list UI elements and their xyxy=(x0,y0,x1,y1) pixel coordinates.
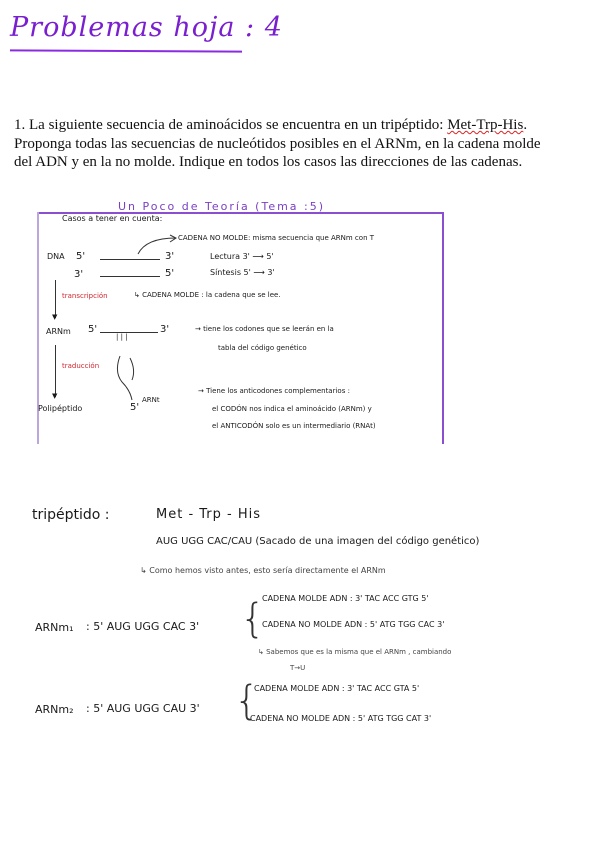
mrna2-nontemplate: CADENA NO MOLDE ADN : 5' ATG TGG CAT 3' xyxy=(250,714,432,723)
sintesis-line: Síntesis 5' ⟶ 3' xyxy=(210,268,275,277)
mrna1-nontemplate: CADENA NO MOLDE ADN : 5' ATG TGG CAC 3' xyxy=(262,620,445,629)
tripeptide-label: tripéptido : xyxy=(32,507,110,523)
transcription-arrowhead: ▼ xyxy=(52,313,58,321)
amino-acids: Met - Trp - His xyxy=(156,507,262,522)
dna-5prime: 5' xyxy=(76,251,86,262)
page-title: Problemas hoja : 4 xyxy=(10,12,283,43)
lectura-line: Lectura 3' ⟶ 5' xyxy=(210,252,274,261)
anticodon-note-1: → Tiene los anticodones complementarios : xyxy=(198,387,350,395)
mrna1-sequence: : 5' AUG UGG CAC 3' xyxy=(86,620,200,633)
note-non-template: CADENA NO MOLDE: misma secuencia que ARNm con T xyxy=(178,234,375,242)
codon-ticks: | | | xyxy=(116,333,128,341)
box-right-line xyxy=(442,212,444,444)
template-note: ↳ CADENA MOLDE : la cadena que se lee. xyxy=(134,291,281,299)
dna-top-strand xyxy=(100,259,160,260)
translation-label: traducción xyxy=(62,362,100,370)
trna-label: ARNt xyxy=(142,396,160,404)
trna-5prime: 5' xyxy=(130,402,140,413)
mrna-strand xyxy=(100,332,158,333)
codons: AUG UGG CAC/CAU (Sacado de una imagen del código genético) xyxy=(156,536,480,547)
mrna-3prime: 3' xyxy=(160,324,170,335)
mrna-5prime: 5' xyxy=(88,324,98,335)
anticodon-note-3: el ANTICODÓN solo es un intermediario (RNAt) xyxy=(212,422,376,430)
problem-highlight: Met-Trp-His xyxy=(447,117,524,133)
anticodon-note-2: el CODÓN nos indica el aminoácido (ARNm) y xyxy=(212,405,372,413)
translation-arrow xyxy=(55,345,56,397)
mrna1-label: ARNm₁ xyxy=(35,621,74,634)
problem-text-after: . Proponga todas las secuencias de nucleótidos posibles en el ARNm, en la cadena molde del ADN y en la no molde. Indique en todos los casos las direcciones de las cadenas. xyxy=(14,117,541,170)
mrna1-template: CADENA MOLDE ADN : 3' TAC ACC GTG 5' xyxy=(262,594,429,603)
mrna1-note-1: ↳ Sabemos que es la misma que el ARNm , cambiando xyxy=(258,648,452,656)
brace-1: { xyxy=(240,596,266,642)
problem-statement xyxy=(14,116,554,172)
solution-note: ↳ Como hemos visto antes, esto sería directamente el ARNm xyxy=(140,566,386,575)
dna-label: DNA xyxy=(47,252,65,261)
transcription-label: transcripción xyxy=(62,292,108,300)
codon-note-2: tabla del código genético xyxy=(218,344,307,352)
theory-subheading: Casos a tener en cuenta: xyxy=(62,214,163,223)
dna-3prime: 3' xyxy=(165,251,175,262)
problem-text-before: 1. La siguiente secuencia de aminoácidos se encuentra en un tripéptido: xyxy=(14,117,448,133)
translation-arrowhead: ▼ xyxy=(52,392,58,400)
polypeptide-label: Polipéptido xyxy=(38,404,83,413)
mrna2-sequence: : 5' AUG UGG CAU 3' xyxy=(86,702,200,715)
codon-note-1: → tiene los codones que se leerán en la xyxy=(195,325,334,333)
dna-bottom-3prime: 3' xyxy=(74,269,84,280)
dna-bottom-5prime: 5' xyxy=(165,268,175,279)
mrna2-template: CADENA MOLDE ADN : 3' TAC ACC GTA 5' xyxy=(254,684,420,693)
curved-arrow-icon xyxy=(136,234,180,256)
theory-heading: Un Poco de Teoría (Tema :5) xyxy=(118,200,326,213)
mrna-label: ARNm xyxy=(46,327,71,336)
mrna2-label: ARNm₂ xyxy=(35,703,74,716)
title-underline xyxy=(10,49,242,52)
dna-bottom-strand xyxy=(100,276,160,277)
mrna1-note-2: T→U xyxy=(290,664,306,672)
brace-2: { xyxy=(234,678,260,724)
